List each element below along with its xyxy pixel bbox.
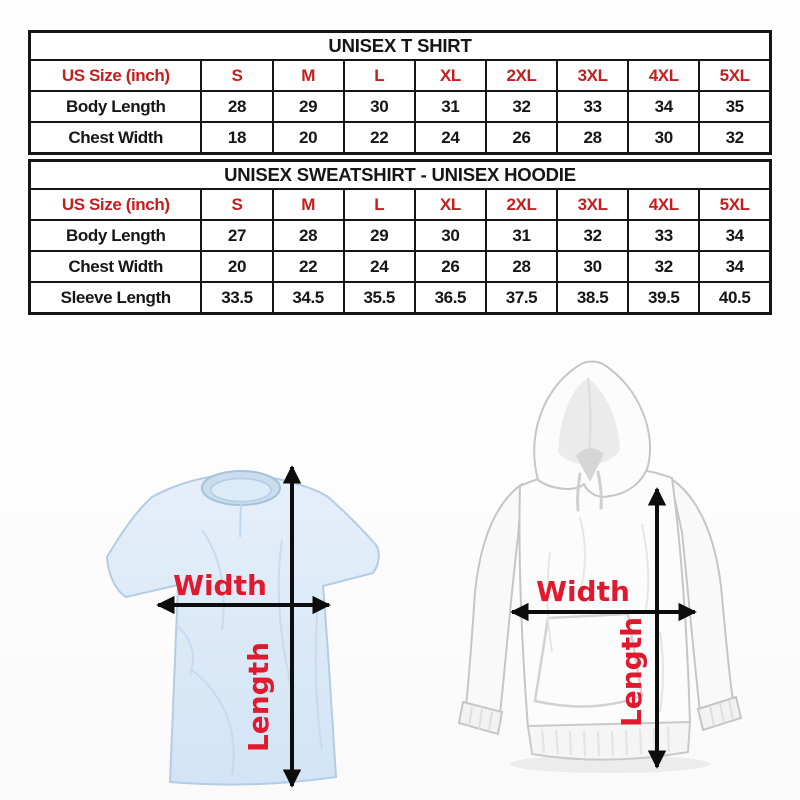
table-header-row (30, 189, 771, 220)
measure-value-cell: 32 (557, 220, 628, 251)
measure-value-cell: 29 (273, 91, 344, 122)
measure-value-cell: 30 (344, 91, 415, 122)
measure-value-cell: 31 (486, 220, 557, 251)
measure-value-cell: 38.5 (557, 282, 628, 314)
measure-label-cell: Body Length (30, 91, 202, 122)
measure-value-cell: 27 (201, 220, 272, 251)
measure-value-cell: 28 (557, 122, 628, 154)
table-row (30, 251, 771, 282)
measure-label-cell: Sleeve Length (30, 282, 202, 314)
measure-label-cell: Body Length (30, 220, 202, 251)
measure-value-cell: 40.5 (699, 282, 770, 314)
measure-value-cell: 24 (415, 122, 486, 154)
measure-value-cell: 20 (273, 122, 344, 154)
measure-value-cell: 26 (415, 251, 486, 282)
measure-value-cell: 31 (415, 91, 486, 122)
measure-value-cell: 28 (201, 91, 272, 122)
table-header-row (30, 60, 771, 91)
measure-value-cell: 33 (557, 91, 628, 122)
measure-value-cell: 26 (486, 122, 557, 154)
measure-header-cell: US Size (inch) (30, 189, 202, 220)
measure-value-cell: 32 (486, 91, 557, 122)
size-tables (28, 30, 772, 315)
tshirt-collar-opening (211, 479, 271, 502)
tshirt-measurement-diagram (80, 445, 400, 795)
measure-label-cell: Chest Width (30, 251, 202, 282)
measure-value-cell: 22 (344, 122, 415, 154)
measure-value-cell: 34 (699, 251, 770, 282)
measure-value-cell: 28 (486, 251, 557, 282)
tshirt-width-label: Width (173, 569, 267, 602)
measure-value-cell: 28 (273, 220, 344, 251)
size-header-cell: 2XL (486, 189, 557, 220)
hoodie-measurement-diagram (430, 352, 790, 792)
measure-value-cell: 35 (699, 91, 770, 122)
table-row (30, 122, 771, 154)
size-header-cell: 3XL (557, 189, 628, 220)
size-header-cell: M (273, 60, 344, 91)
measure-value-cell: 34 (628, 91, 699, 122)
measure-header-cell: US Size (inch) (30, 60, 202, 91)
hoodie-hem (528, 722, 690, 760)
table-row (30, 282, 771, 314)
measure-value-cell: 32 (628, 251, 699, 282)
measure-value-cell: 34 (699, 220, 770, 251)
tshirt-length-label: Length (242, 641, 275, 753)
hoodie-length-label: Length (615, 616, 648, 728)
measure-value-cell: 32 (699, 122, 770, 154)
size-header-cell: 3XL (557, 60, 628, 91)
size-header-cell: S (201, 60, 272, 91)
size-header-cell: L (344, 60, 415, 91)
table-title: UNISEX SWEATSHIRT - UNISEX HOODIE (30, 161, 771, 190)
measure-label-cell: Chest Width (30, 122, 202, 154)
measure-value-cell: 33.5 (201, 282, 272, 314)
hoodie-size-table (28, 159, 772, 315)
measure-value-cell: 35.5 (344, 282, 415, 314)
size-header-cell: 5XL (699, 60, 770, 91)
table-row (30, 220, 771, 251)
size-header-cell: M (273, 189, 344, 220)
measure-value-cell: 30 (415, 220, 486, 251)
measure-value-cell: 18 (201, 122, 272, 154)
size-header-cell: S (201, 189, 272, 220)
measure-value-cell: 24 (344, 251, 415, 282)
measure-value-cell: 20 (201, 251, 272, 282)
size-header-cell: XL (415, 60, 486, 91)
size-header-cell: 4XL (628, 189, 699, 220)
measure-value-cell: 39.5 (628, 282, 699, 314)
measure-value-cell: 22 (273, 251, 344, 282)
measure-value-cell: 34.5 (273, 282, 344, 314)
measure-value-cell: 33 (628, 220, 699, 251)
measure-value-cell: 36.5 (415, 282, 486, 314)
hoodie-width-label: Width (536, 575, 630, 608)
size-header-cell: 2XL (486, 60, 557, 91)
size-header-cell: XL (415, 189, 486, 220)
measure-value-cell: 30 (557, 251, 628, 282)
table-title: UNISEX T SHIRT (30, 32, 771, 61)
size-header-cell: L (344, 189, 415, 220)
table-row (30, 91, 771, 122)
measure-value-cell: 29 (344, 220, 415, 251)
tshirt-size-table (28, 30, 772, 155)
size-header-cell: 5XL (699, 189, 770, 220)
measure-value-cell: 30 (628, 122, 699, 154)
measure-value-cell: 37.5 (486, 282, 557, 314)
size-header-cell: 4XL (628, 60, 699, 91)
